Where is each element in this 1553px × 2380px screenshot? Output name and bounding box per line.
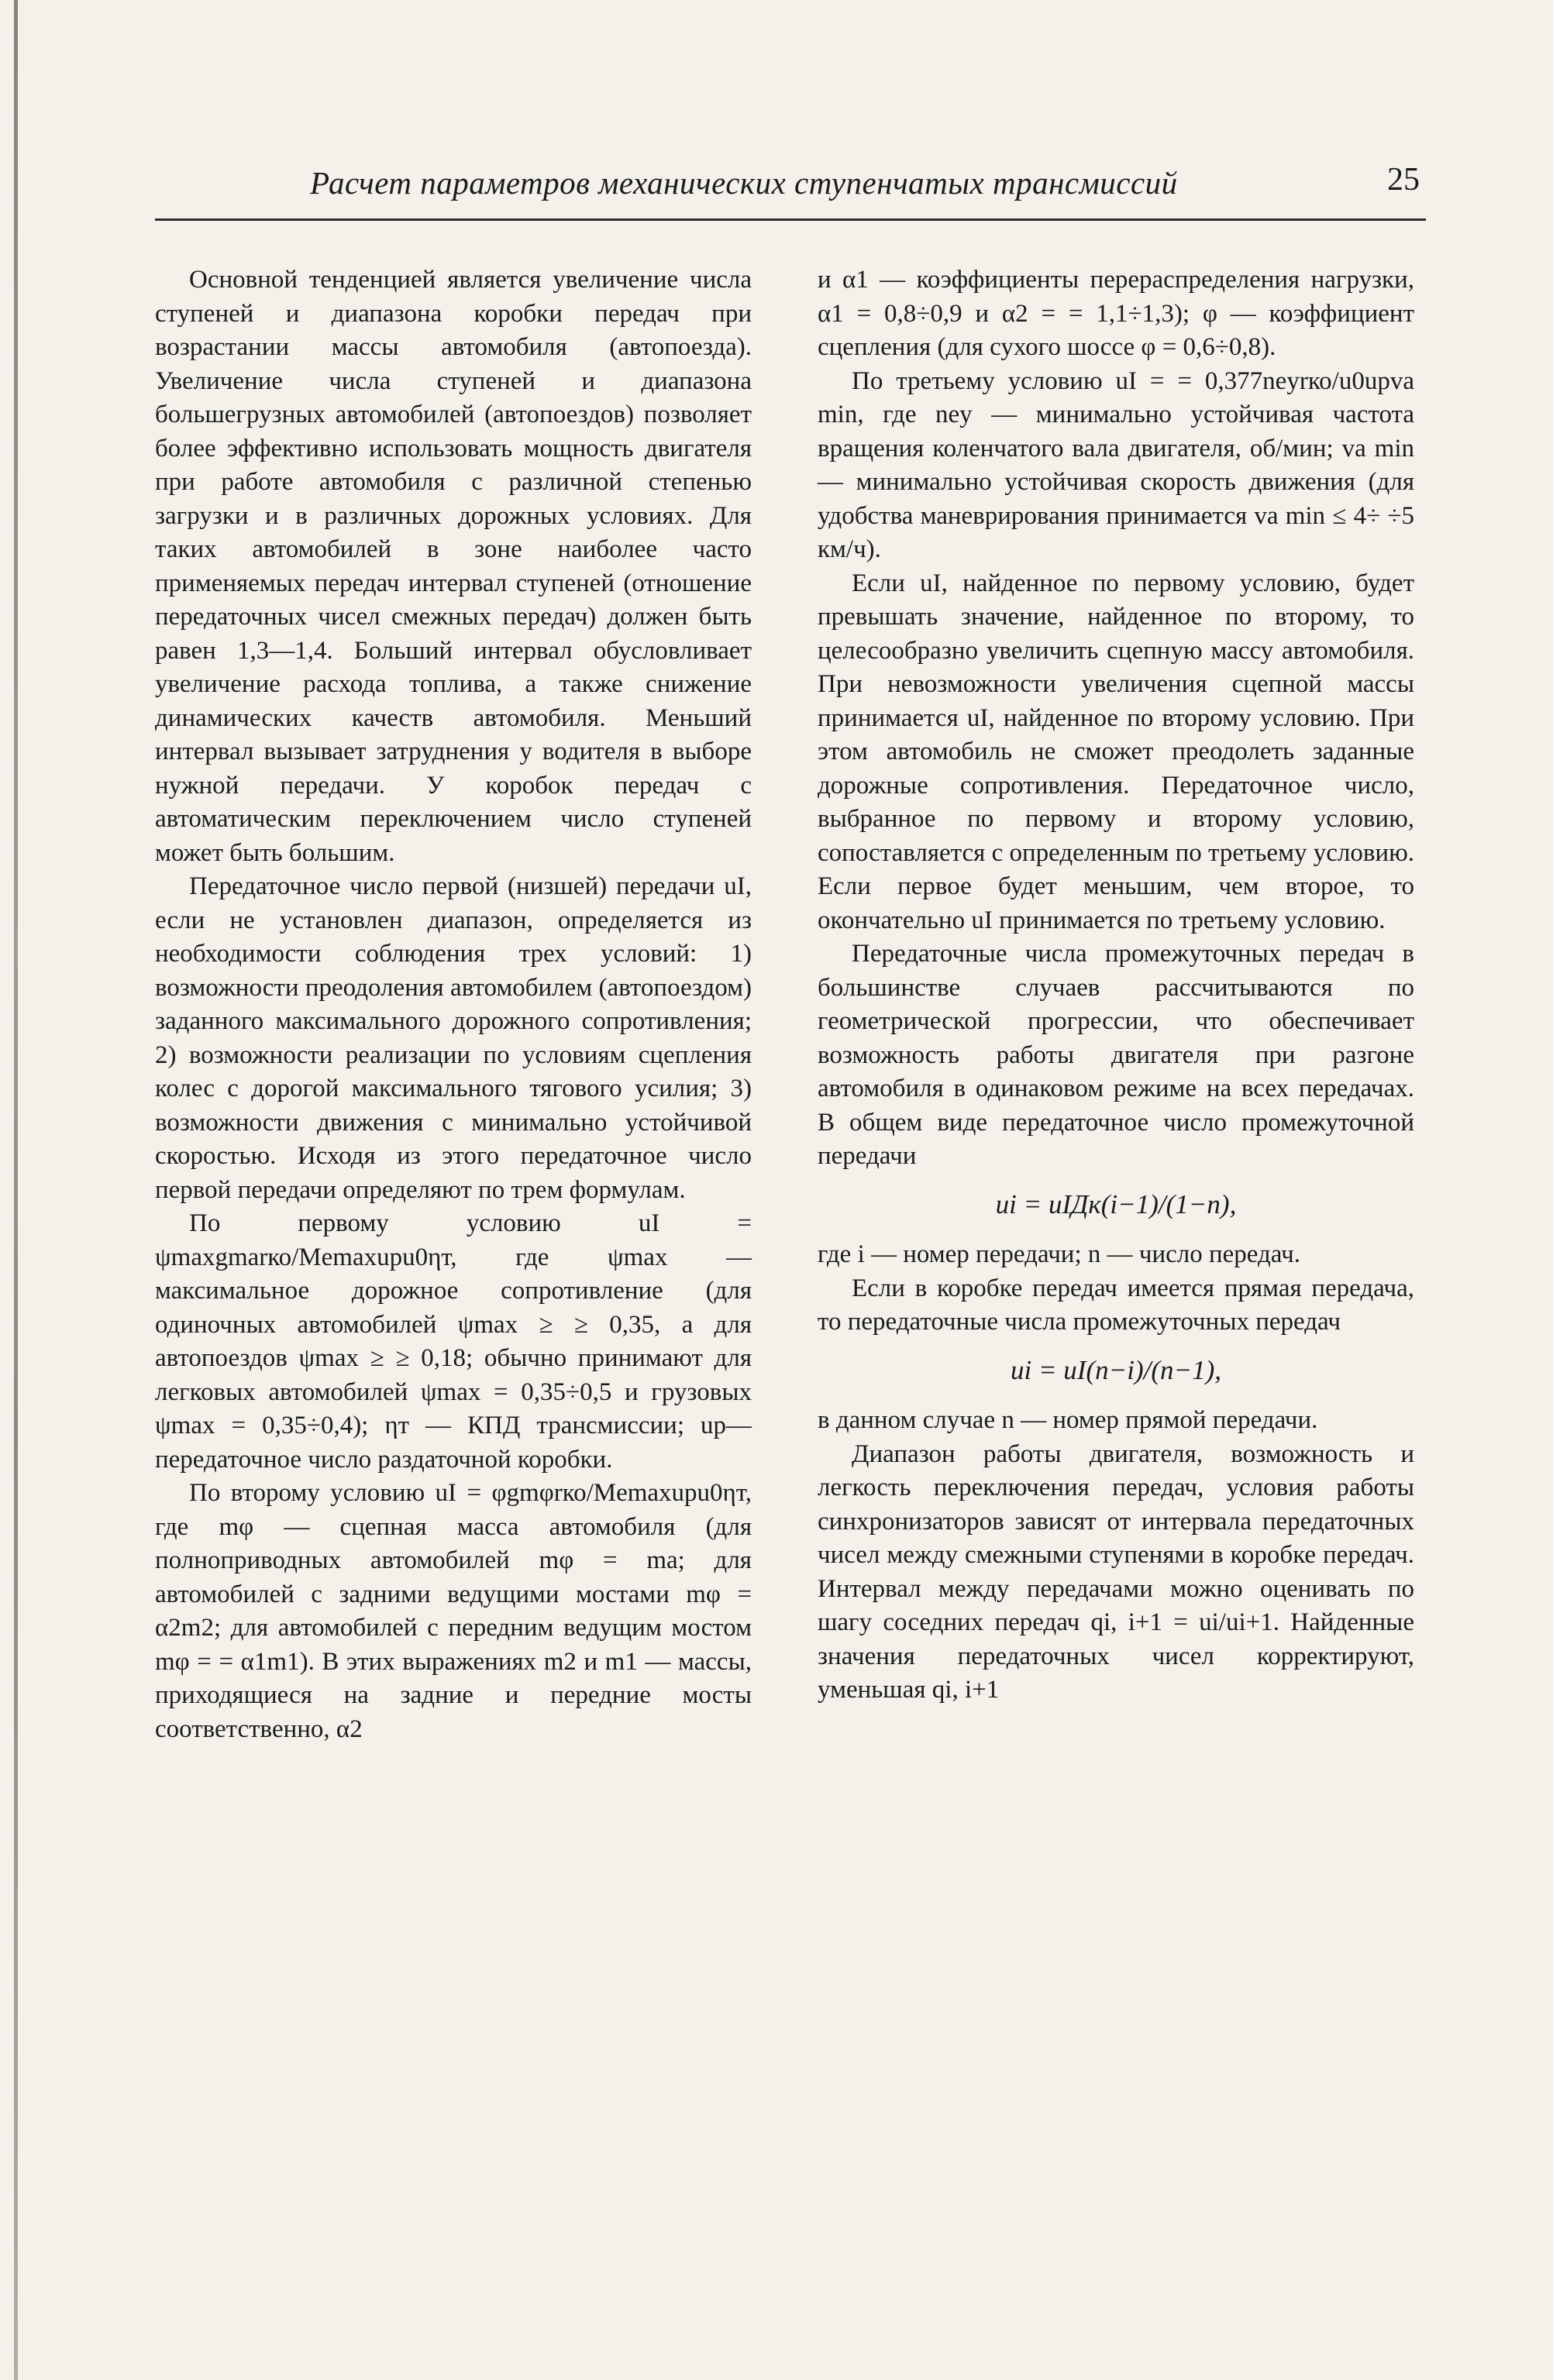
left-column (155, 263, 752, 1746)
paragraph: Диапазон работы двигателя, возможность и легкость переключения передач, условия работы синхронизаторов зависят от интервала передаточных чисел между смежными ступенями в коробке передач. Интервал между передачами можно оценивать по шагу соседних передач qi, i+1 = ui/ui+1. Найденные значения передаточных чисел корректируют, уменьшая qi, i+1 (818, 1439, 1414, 1704)
paragraph: Если в коробке передач имеется прямая передача, то передаточные числа промежуточных передач (818, 1274, 1414, 1336)
paragraph: в данном случае n — номер прямой передачи. (818, 1406, 1318, 1434)
header-rule (155, 218, 1426, 221)
paragraph: По второму условию uI = φgmφrко/Memaxupu0ηт, где mφ — сцепная масса автомобиля (для полноприводных автомобилей mφ = ma; для автомобилей с задними ведущими мостами mφ = α2m2; для автомобилей с передним ведущим мостом mφ = = α1m1). В этих выражениях m2 и m1 — массы, приходящиеся на задние и передние мосты соответственно, α2 (155, 1479, 752, 1743)
paragraph: и α1 — коэффициенты перераспределения нагрузки, α1 = 0,8÷0,9 и α2 = = 1,1÷1,3); φ — коэффициент сцепления (для сухого шоссе φ = 0,6÷0,8). (818, 266, 1414, 361)
paragraph: Передаточные числа промежуточных передач в большинстве случаев рассчитываются по геометрической прогрессии, что обеспечивает возможность работы двигателя при разгоне автомобиля в одинаковом режиме на всех передачах. В общем виде передаточное число промежуточной передачи (818, 940, 1414, 1170)
running-title: Расчет параметров механических ступенчатых трансмиссий (310, 165, 1178, 201)
page-number: 25 (1387, 162, 1420, 198)
formula-intermediate-ratio: ui = uIДк(i−1)/(1−n), (995, 1188, 1237, 1219)
paragraph: Передаточное число первой (низшей) передачи uI, если не установлен диапазон, определяется из необходимости соблюдения трех условий: 1) возможности преодоления автомобилем (автопоездом) заданного максимального дорожного сопротивления; 2) возможности реализации по условиям сцепления колес с дорогой максимального тягового усилия; 3) возможности движения с минимально устойчивой скоростью. Исходя из этого передаточное число первой передачи определяют по трем формулам. (155, 872, 752, 1204)
paragraph: где i — номер передачи; n — число передач. (818, 1240, 1300, 1268)
paragraph: Основной тенденцией является увеличение числа ступеней и диапазона коробки передач при возрастании массы автомобиля (автопоезда). Увеличение числа ступеней и диапазона большегрузных автомобилей (автопоездов) позволяет более эффективно использовать мощность двигателя при работе автомобиля с различной степенью загрузки и в различных дорожных условиях. Для таких автомобилей в зоне наиболее часто применяемых передач интервал ступеней (отношение передаточных чисел смежных передач) должен быть равен 1,3—1,4. Больший интервал обусловливает увеличение расхода топлива, а также снижение динамических качеств автомобиля. Меньший интервал вызывает затруднения у водителя в выборе нужной передачи. У коробок передач с автоматическим переключением число ступеней может быть большим. (155, 266, 752, 867)
formula-direct-gear-ratio: ui = uI(n−i)/(n−1), (1010, 1354, 1222, 1385)
running-header (155, 161, 1426, 208)
paragraph: Если uI, найденное по первому условию, будет превышать значение, найденное по второму, то целесообразно увеличить сцепную массу автомобиля. При невозможности увеличения сцепной массы принимается uI, найденное по второму условию. При этом автомобиль не сможет преодолеть заданные дорожные сопротивления. Передаточное число, выбранное по первому и второму условию, сопоставляется с определенным по третьему условию. Если первое будет меньшим, чем второе, то окончательно uI принимается по третьему условию. (818, 569, 1414, 934)
paragraph: По третьему условию uI = = 0,377neyrко/u0upva min, где ney — минимально устойчивая частота вращения коленчатого вала двигателя, об/мин; va min — минимально устойчивая скорость движения (для удобства маневрирования принимается va min ≤ 4÷ ÷5 км/ч). (818, 366, 1414, 563)
binding-edge (14, 0, 18, 2380)
right-column (818, 263, 1414, 1708)
paragraph: По первому условию uI = ψmaxgmarко/Memaxupu0ηт, где ψmax — максимальное дорожное сопротивление (для одиночных автомобилей ψmax ≥ ≥ 0,35, а для автопоездов ψmax ≥ ≥ 0,18; обычно принимают для легковых автомобилей ψmax = 0,35÷0,5 и грузовых ψmax = 0,35÷0,4); ηт — КПД трансмиссии; uр—передаточное число раздаточной коробки. (155, 1209, 752, 1474)
